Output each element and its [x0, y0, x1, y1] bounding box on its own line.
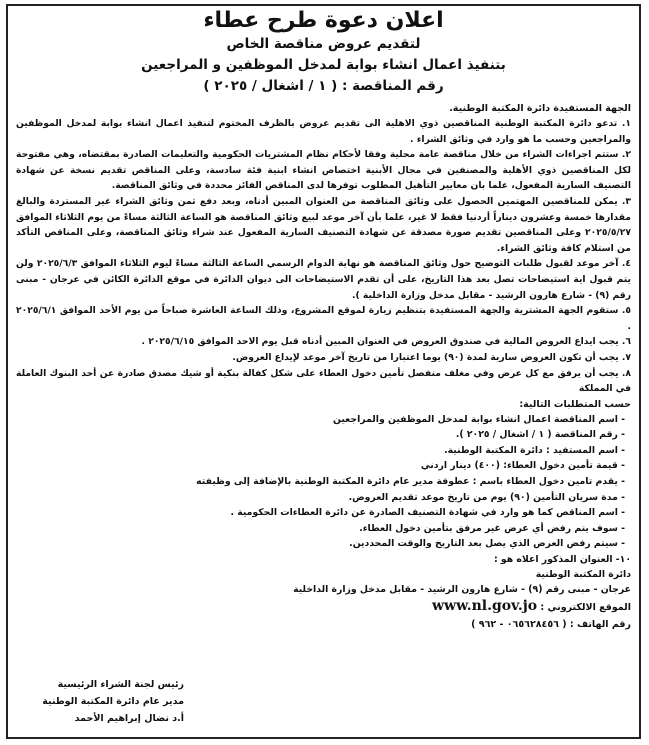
signature-name: أ.د نضال إبراهيم الأحمد	[74, 713, 184, 724]
announcement-subtitle-2: بتنفيذ اعمال انشاء بوابة لمدخل الموظفين و المراجعين	[141, 57, 506, 73]
signature-position: مدير عام دائرة المكتبة الوطنية	[42, 696, 184, 707]
paragraph-7: ٧. يجب أن تكون العروض سارية لمدة (٩٠) يوما اعتبارا من تاريخ آخر موعد لإيداع العروض.	[232, 351, 631, 363]
paragraph-4: ٤. آخر موعد لقبول طلبات التوضيح حول وثائق المناقصة هو نهاية الدوام الرسمي الساعة الثالثة مساءً ليوم الثلاثاء الموافق ٢٠٢٥/٦/٣ ولن يتم قبول اية استيضاحات تصل بعد هذا التاريخ، على أن تقدم الاستيضاحات الى ديوان الدائرة في موقع الدائرة الكائن في عرجان - مبنى رقم (٩) - شارع هارون الرشيد - مقابل مدخل وزارة الداخلية ).	[16, 258, 631, 301]
requirement-item: - مدة سريان التأمين (٩٠) يوم من تاريخ موعد تقديم العروض.	[348, 491, 625, 503]
website-url[interactable]: www.nl.gov.jo	[431, 598, 538, 615]
announcement-title: اعلان دعوة طرح عطاء	[203, 8, 444, 33]
website-line	[16, 597, 631, 617]
requirement-item: - اسم المناقصة اعمال انشاء بوابة لمدخل الموظفين والمراجعين	[332, 413, 625, 425]
phone-line: رقم الهاتف : ( ٠٦٥٦٢٨٤٥٦ - ٩٦٢ )	[471, 619, 631, 631]
signature-block	[14, 676, 184, 727]
requirement-item: - يقدم تامين دخول العطاء باسم : عطوفة مدير عام دائرة المكتبة الوطنية بالإضافة إلى وظيفته	[196, 476, 625, 488]
address-org: دائرة المكتبة الوطنية	[535, 569, 631, 581]
requirement-item: - رقم المناقصة ( ١ / اشغال / ٢٠٢٥ ).	[455, 429, 625, 441]
announcement-body	[6, 4, 641, 632]
tender-number: رقم المناقصة : ( ١ / اشغال / ٢٠٢٥ )	[203, 78, 444, 94]
paragraph-5: ٥. ستقوم الجهة المشترية والجهة المستفيدة بتنظيم زيارة لموقع المشروع، وذلك الساعة العاشرة صباحاً من يوم الأحد الموافق ٢٠٢٥/٦/١ .	[16, 305, 631, 332]
paragraph-8: ٨. يجب أن يرفق مع كل عرض وفي مغلف منفصل تأمين دخول العطاء على شكل كفالة بنكية أو شيك مصدق صادرة عن أحد البنوك العاملة في المملكة	[16, 367, 631, 395]
paragraph-6: ٦. يجب ايداع العروض المالية في صندوق العروض في العنوان المبين أدناه قبل يوم الاحد الموافق ٢٠٢٥/٦/١٥ .	[141, 336, 631, 348]
requirement-item: - سيتم رفض العرض الذي يصل بعد التاريخ والوقت المحددين.	[349, 538, 625, 550]
paragraph-2: ٢. ستتم اجراءات الشراء من خلال مناقصة عامة محلية وفقا لأحكام نظام المشتريات الحكومية والتعليمات الصادرة بمقتضاه، وهي مفتوحة لكل المناقصين ذوي الأهلية والمصنفين في مجال الأبنية اختصاص انشاء ابنية فئة سادسة، وعلى المناقص تقديم نسخة عن شهادة التصنيف السارية المفعول، علما بان معايير التأهيل المطلوب توفرها لدى المناقص الفائز محددة في وثائق المناقصة.	[16, 149, 631, 192]
paragraph-3: ٣. يمكن للمناقصين المهتمين الحصول على وثائق المناقصة من العنوان المبين أدناه، وبعد دفع ثمن وثائق الشراء غير المستردة والبالغ مقدارها خمسة وعشرون ديناراً أردنيا فقط لا غير، علما بأن آخر موعد لبيع وثائق المناقصة هو الساعة الثالثة مساءً من يوم الثلاثاء الموافق ٢٠٢٥/٥/٢٧ وعلى المناقصين تقديم صورة مصدقة عن شهادة التصنيف السارية المفعول عند شراء وثائق المناقصة، وعلى المناقص التأكد من استلام كافة وثائق الشراء.	[16, 195, 631, 254]
address-heading: ١٠- العنوان المذكور اعلاه هو :	[493, 554, 631, 566]
website-label: الموقع الالكتروني :	[540, 602, 631, 614]
paragraph-1: ١. تدعو دائرة المكتبة الوطنية المناقصين ذوي الاهلية الى تقديم عروض بالظرف المختوم لتنفيذ اعمال انشاء بوابة لمدخل الموظفين والمراجعين وحسب ما هو وارد في وثائق الشراء .	[16, 118, 631, 145]
requirement-item: - سوف يتم رفض أي عرض غير مرفق بتأمين دخول العطاء.	[359, 522, 625, 534]
requirement-item: - اسم المستفيد : دائرة المكتبة الوطنية.	[444, 444, 625, 456]
requirement-item: - اسم المناقص كما هو وارد في شهادة التصنيف الصادرة عن دائرة العطاءات الحكومية .	[230, 507, 625, 519]
requirements-title: حسب المتطلبات التالية:	[519, 398, 631, 410]
requirement-item: - قيمة تأمين دخول العطاء: (٤٠٠) دينار اردني	[420, 460, 625, 472]
announcement-subtitle-1: لتقديم عروض مناقصة الخاص	[226, 36, 421, 52]
signature-title: رئيس لجنة الشراء الرئيسية	[57, 679, 184, 690]
address-location: عرجان - مبنى رقم (٩) - شارع هارون الرشيد - مقابل مدخل وزارة الداخلية	[293, 584, 631, 596]
beneficiary-line: الجهة المستفيدة دائرة المكتبة الوطنية.	[449, 103, 631, 114]
